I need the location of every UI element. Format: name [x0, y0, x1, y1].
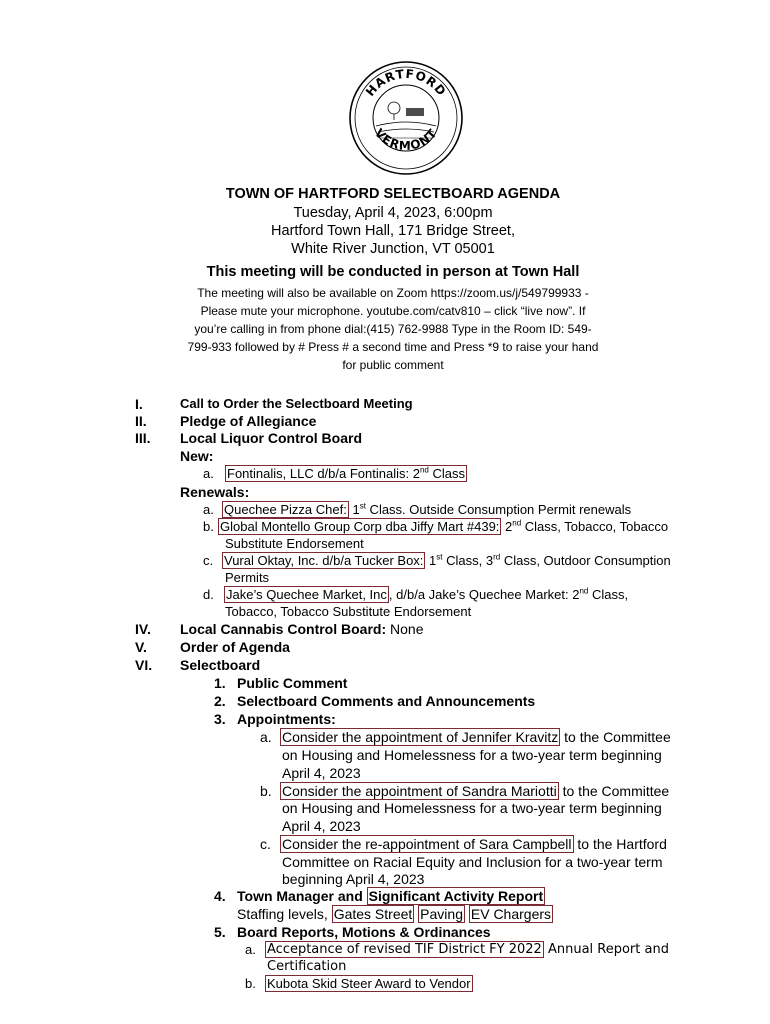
tif-district-link[interactable]: Acceptance of revised TIF District FY 2022 [267, 942, 542, 957]
app-a-line3: April 4, 2023 [282, 765, 361, 781]
roman-iii: III. [135, 430, 151, 446]
new-a-item [225, 466, 467, 481]
quechee-pizza-link[interactable]: Quechee Pizza Chef: [224, 502, 347, 517]
ren-b-item: Global Montello Group Corp dba Jiffy Mart #439: 2nd Class, Tobacco, Tobacco [220, 518, 669, 534]
kubota-link[interactable]: Kubota Skid Steer Award to Vendor [267, 976, 471, 991]
item-liquor-board: Local Liquor Control Board [180, 430, 362, 446]
new-a-letter: a. [203, 466, 214, 481]
app-a-item: Consider the appointment of Jennifer Kravitz to the Committee [282, 729, 671, 745]
town-seal [348, 60, 464, 176]
s4-line2: Staffing levels, Gates Street Paving EV Chargers [237, 906, 552, 922]
ren-c-letter: c. [203, 553, 214, 568]
meeting-date: Tuesday, April 4, 2023, 6:00pm [293, 205, 493, 221]
renewals-label: Renewals: [180, 484, 250, 500]
s5-num: 5. [214, 924, 226, 940]
s3-num: 3. [214, 711, 226, 727]
svg-text:VERMONT [372, 126, 440, 153]
jiffy-mart-link[interactable]: Global Montello Group Corp dba Jiffy Mart #439: [220, 519, 500, 534]
agenda-title: TOWN OF HARTFORD SELECTBOARD AGENDA [225, 186, 561, 202]
significant-activity-link[interactable]: Significant Activity Report [368, 888, 544, 904]
gates-street-link[interactable]: Gates Street [333, 906, 413, 922]
item-call-to-order: Call to Order the Selectboard Meeting [180, 396, 413, 411]
new-label: New: [180, 448, 214, 464]
item-selectboard: Selectboard [180, 657, 261, 673]
app-c-line3: beginning April 4, 2023 [282, 871, 425, 887]
item-public-comment: Public Comment [237, 675, 348, 691]
app-b-letter: b. [260, 783, 272, 799]
item-town-manager: Town Manager and Significant Activity Report [237, 888, 544, 904]
meeting-location-1: Hartford Town Hall, 171 Bridge Street, [271, 223, 515, 239]
br-a-letter: a. [245, 942, 256, 957]
zoom-line-1: The meeting will also be available on Zoom https://zoom.us/j/549799933 - [197, 286, 589, 300]
ren-c-line2: Permits [225, 570, 270, 585]
s4-num: 4. [214, 888, 226, 904]
br-b-item [265, 976, 473, 991]
br-b-letter: b. [245, 976, 256, 991]
item-board-reports: Board Reports, Motions & Ordinances [237, 924, 491, 940]
meeting-location-2: White River Junction, VT 05001 [291, 241, 495, 257]
zoom-line-2: Please mute your microphone. youtube.com/catv810 – click “live now”. If [200, 304, 586, 318]
zoom-line-4: 799-933 followed by # Press # a second time and Press *9 to raise your hand [187, 340, 599, 354]
app-a-letter: a. [260, 729, 272, 745]
ev-chargers-link[interactable]: EV Chargers [470, 906, 552, 922]
fontinalis-link[interactable]: Fontinalis, LLC d/b/a Fontinalis: 2nd Class [227, 465, 465, 481]
app-c-letter: c. [260, 836, 271, 852]
app-b-item: Consider the appointment of Sandra Mariotti to the Committee [282, 783, 670, 799]
item-pledge: Pledge of Allegiance [180, 413, 317, 429]
s1-num: 1. [214, 675, 226, 691]
jakes-market-link[interactable]: Jake’s Quechee Market, Inc [226, 587, 387, 602]
s2-num: 2. [214, 693, 226, 709]
campbell-link[interactable]: Consider the re-appointment of Sara Campbell [282, 836, 572, 852]
roman-vi: VI. [135, 657, 153, 673]
zoom-line-5: for public comment [342, 358, 444, 372]
ren-d-item: Jake’s Quechee Market, Inc , d/b/a Jake’s Quechee Market: 2nd Class, [226, 586, 629, 602]
seal-bottom-text: VERMONT [371, 125, 441, 153]
ren-b-letter: b. [203, 519, 214, 534]
app-a-line2: on Housing and Homelessness for a two-year term beginning [282, 747, 662, 763]
item-selectboard-comments: Selectboard Comments and Announcements [237, 693, 536, 709]
roman-v: V. [135, 639, 147, 655]
ren-c-item: Vural Oktay, Inc. d/b/a Tucker Box: 1st Class, 3rd Class, Outdoor Consumption [224, 552, 671, 568]
item-appointments: Appointments: [237, 711, 336, 727]
br-a-line2: Certification [267, 959, 347, 974]
paving-link[interactable]: Paving [420, 906, 463, 922]
item-order-of-agenda: Order of Agenda [180, 639, 290, 655]
zoom-line-3: you’re calling in from phone dial:(415) 762-9988 Type in the Room ID: 549- [194, 322, 592, 336]
item-cannabis-board: Local Cannabis Control Board: None [180, 621, 424, 637]
kravitz-link[interactable]: Consider the appointment of Jennifer Kravitz [282, 729, 559, 745]
ren-b-line2: Substitute Endorsement [225, 536, 364, 551]
ren-d-letter: d. [203, 587, 214, 602]
ren-a-item: Quechee Pizza Chef: 1st Class. Outside Consumption Permit renewals [224, 501, 632, 517]
roman-iv: IV. [135, 621, 151, 637]
seal-top-text: HARTFORD [362, 66, 450, 99]
tucker-box-link[interactable]: Vural Oktay, Inc. d/b/a Tucker Box: [224, 553, 424, 568]
app-c-item: Consider the re-appointment of Sara Campbell to the Hartford [282, 836, 667, 852]
in-person-notice: This meeting will be conducted in person at Town Hall [206, 264, 580, 280]
roman-ii: II. [135, 413, 147, 429]
roman-i: I. [135, 396, 143, 412]
ren-a-letter: a. [203, 502, 214, 517]
app-b-line2: on Housing and Homelessness for a two-year term beginning [282, 800, 662, 816]
mariotti-link[interactable]: Consider the appointment of Sandra Mariotti [282, 783, 557, 799]
app-c-line2: Committee on Racial Equity and Inclusion for a two-year term [282, 854, 663, 870]
br-a-item: Acceptance of revised TIF District FY 2022 Annual Report and [267, 942, 669, 957]
app-b-line3: April 4, 2023 [282, 818, 361, 834]
ren-d-line2: Tobacco, Tobacco Substitute Endorsement [225, 604, 472, 619]
